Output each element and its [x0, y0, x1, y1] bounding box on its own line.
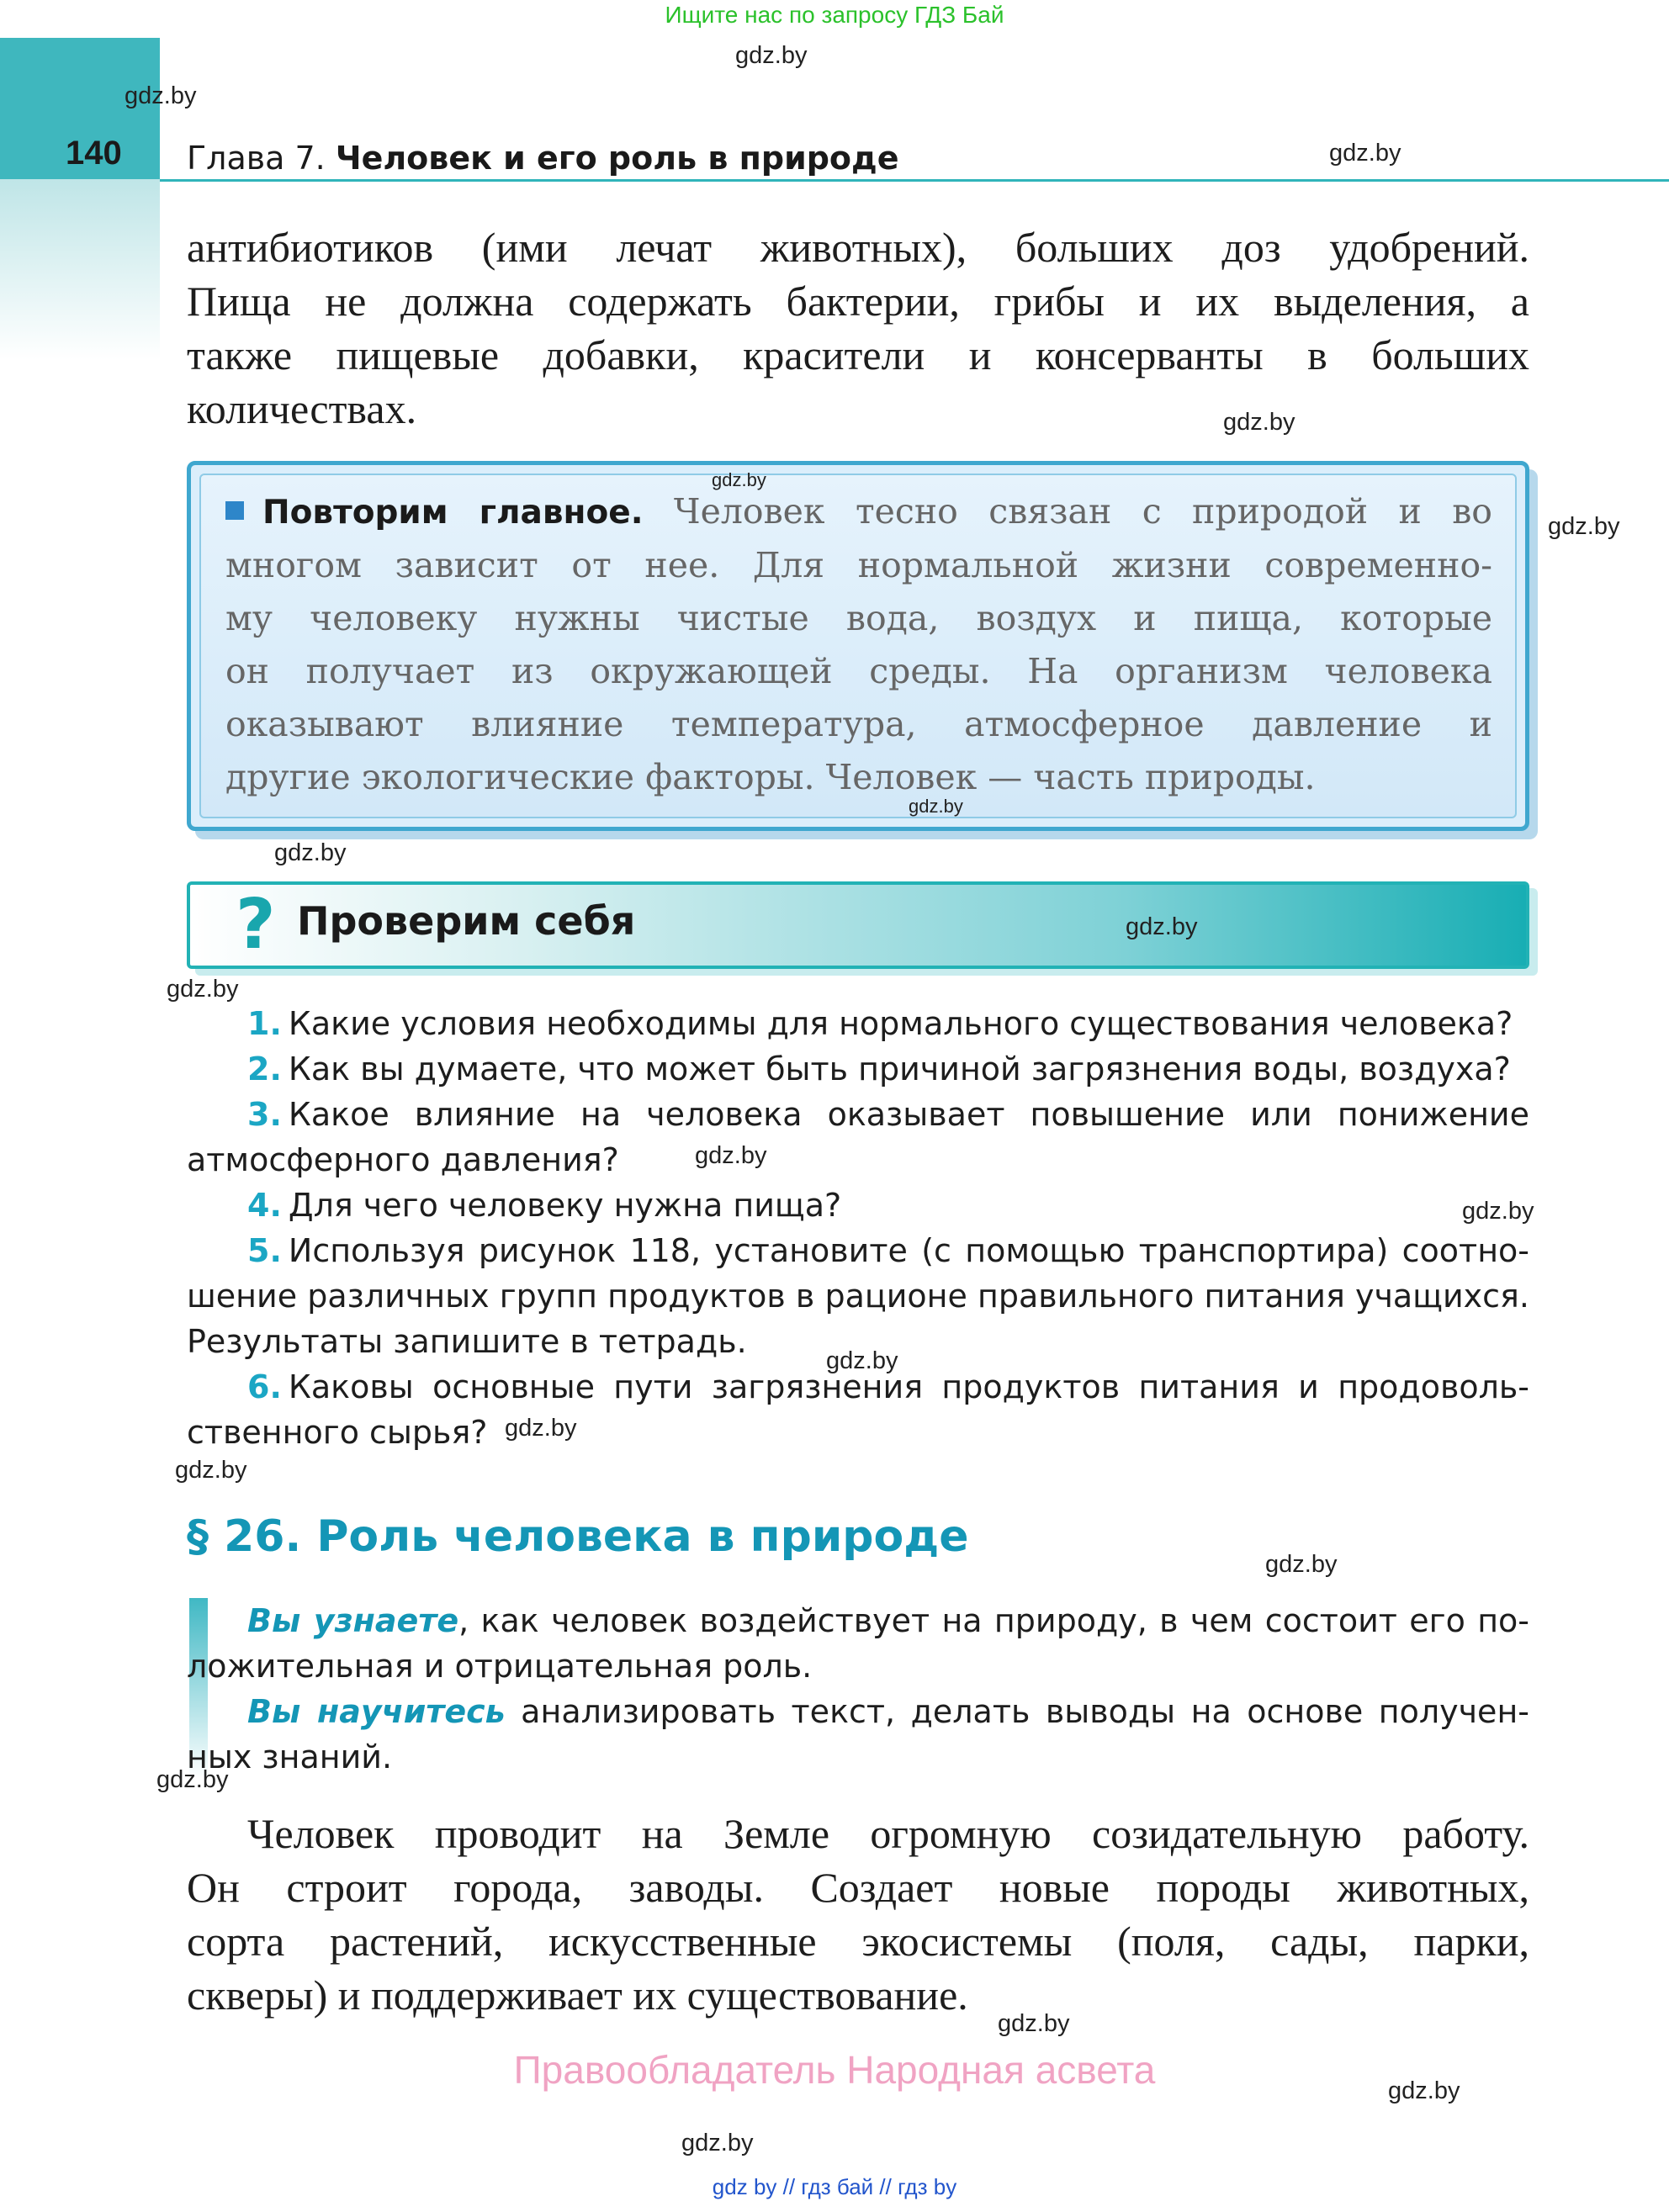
- body-line: Человек проводит на Земле огромную созидательную работу.: [247, 1810, 1529, 1857]
- check-yourself-title: Проверим себя: [297, 898, 636, 944]
- body-line: сорта растений, искусственные экосистемы (поля, сады, парки,: [187, 1918, 1529, 1965]
- section-goals: [187, 1598, 1529, 1780]
- question-item: 6. Каковы основные пути загрязнения продуктов питания и продоволь-: [247, 1368, 1529, 1405]
- watermark: gdz.by: [167, 976, 239, 1003]
- chapter-prefix: Глава 7.: [187, 140, 326, 177]
- summary-line: оказывают влияние температура, атмосферное давление и: [225, 704, 1492, 744]
- intro-line: антибиотиков (ими лечат животных), больших доз удобрений.: [187, 224, 1529, 271]
- watermark: gdz.by: [1265, 1551, 1338, 1578]
- watermark: gdz.by: [681, 2130, 754, 2156]
- watermark: gdz.by: [1548, 513, 1620, 540]
- summary-line: многом зависит от нее. Для нормальной жизни современно-: [225, 545, 1492, 585]
- watermark: gdz.by: [909, 796, 963, 817]
- watermark: gdz.by: [1223, 409, 1295, 436]
- question-item: 4. Для чего человеку нужна пища?: [247, 1187, 842, 1224]
- header-divider: [160, 179, 1669, 182]
- questions-list: [187, 1001, 1529, 1455]
- question-line: Результаты запишите в тетрадь.: [187, 1323, 747, 1360]
- question-item: 3. Какое влияние на человека оказывает повышение или понижение: [247, 1096, 1529, 1133]
- summary-heading: Повторим главное.: [262, 494, 644, 532]
- section-title: § 26. Роль человека в природе: [187, 1511, 969, 1562]
- watermark: gdz.by: [1329, 140, 1401, 167]
- goals-line: ных знаний.: [187, 1738, 393, 1775]
- copyright-notice: Правообладатель Народная асвета: [513, 2048, 1156, 2092]
- chapter-title: [187, 140, 898, 177]
- question-mark-icon: ?: [236, 885, 276, 965]
- question-line: ственного сырья?: [187, 1414, 488, 1451]
- question-line: атмосферного давления?: [187, 1141, 619, 1178]
- question-item: 2. Как вы думаете, что может быть причиной загрязнения воды, воздуха?: [247, 1050, 1511, 1087]
- intro-line: количествах.: [187, 385, 417, 432]
- intro-line: также пищевые добавки, красители и консерванты в больших: [187, 331, 1529, 378]
- watermark: gdz.by: [156, 1766, 229, 1793]
- watermark: gdz.by: [274, 839, 347, 866]
- goals-line: ложительная и отрицательная роль.: [187, 1648, 813, 1685]
- bullet-square-icon: [225, 501, 244, 520]
- summary-line: му человеку нужны чистые вода, воздух и пища, которые: [225, 598, 1492, 638]
- goals-line: Вы научитесь анализировать текст, делать выводы на основе получен-: [247, 1693, 1529, 1730]
- watermark: gdz.by: [1388, 2077, 1460, 2104]
- watermark: gdz.by: [826, 1347, 898, 1374]
- watermark: gdz.by: [1462, 1198, 1534, 1225]
- watermark: gdz.by: [175, 1457, 247, 1484]
- chapter-name: Человек и его роль в природе: [335, 140, 899, 177]
- intro-paragraph: [187, 220, 1529, 436]
- summary-line: он получает из окружающей среды. На организм человека: [225, 651, 1492, 691]
- watermark: gdz.by: [712, 469, 766, 490]
- summary-text: [225, 485, 1492, 804]
- page-number: 140: [66, 135, 122, 172]
- question-item: 1. Какие условия необходимы для нормального существования человека?: [247, 1005, 1513, 1042]
- watermark: gdz.by: [125, 82, 197, 109]
- intro-line: Пища не должна содержать бактерии, грибы и их выделения, а: [187, 278, 1529, 325]
- question-line: шение различных групп продуктов в рационе правильного питания учащихся.: [187, 1278, 1529, 1315]
- question-item: 5. Используя рисунок 118, установите (с помощью транспортира) соотно-: [247, 1232, 1529, 1269]
- watermark: gdz.by: [695, 1142, 767, 1169]
- body-line: Он строит города, заводы. Создает новые породы животных,: [187, 1864, 1529, 1911]
- tab-gradient: [0, 179, 160, 360]
- summary-line: другие экологические факторы. Человек — часть природы.: [225, 757, 1316, 797]
- bottom-links[interactable]: gdz by // гдз бай // гдз by: [712, 2174, 957, 2199]
- goals-line: Вы узнаете, как человек воздействует на природу, в чем состоит его по-: [247, 1602, 1530, 1639]
- watermark: gdz.by: [1126, 913, 1198, 940]
- watermark: gdz.by: [505, 1415, 577, 1442]
- watermark: gdz.by: [735, 42, 808, 69]
- body-paragraph: [187, 1807, 1529, 2022]
- body-line: скверы) и поддерживает их существование.: [187, 1971, 968, 2019]
- summary-first-line: Человек тесно связан с природой и во: [673, 491, 1492, 532]
- watermark: gdz.by: [998, 2010, 1070, 2037]
- top-banner[interactable]: Ищите нас по запросу ГДЗ Бай: [665, 2, 1004, 28]
